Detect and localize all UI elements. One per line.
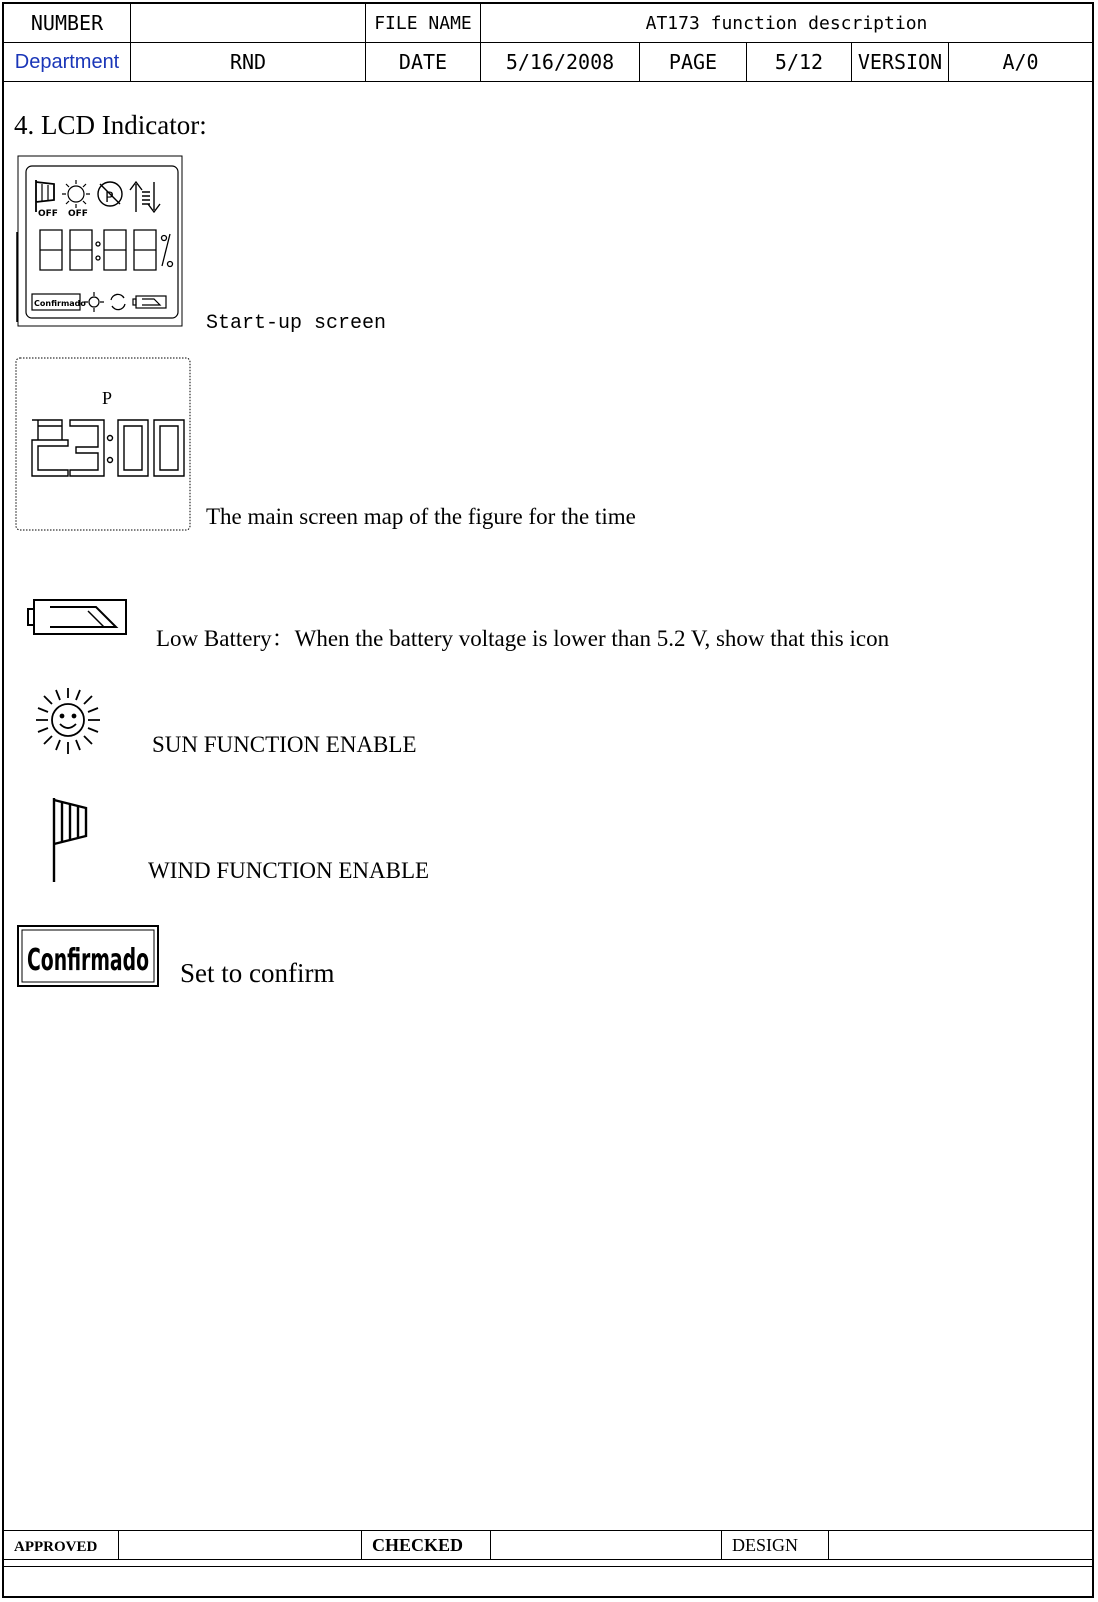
checked-value: [491, 1531, 722, 1560]
date-label: DATE: [366, 43, 481, 82]
footer-bottom-line: [4, 1566, 1092, 1567]
checked-label: CHECKED: [362, 1531, 491, 1560]
header-table: [4, 4, 1092, 82]
section-heading: 4. LCD Indicator:: [14, 110, 207, 140]
sun-icon: [30, 680, 106, 764]
number-label: NUMBER: [4, 4, 131, 43]
approved-label: [4, 1531, 119, 1560]
lcd-main-image: [14, 356, 194, 534]
wind-flag-icon: [48, 794, 88, 886]
lcd-startup-confirm: Confirmado: [34, 299, 86, 308]
footer-table: [4, 1530, 1092, 1560]
sun-function-label: SUN FUNCTION ENABLE: [152, 732, 417, 757]
version-label: VERSION: [852, 43, 949, 82]
confirmado-icon: [16, 924, 162, 996]
set-to-confirm-label: Set to confirm: [180, 958, 335, 988]
department-label: Department: [4, 43, 131, 82]
design-value: [829, 1531, 1093, 1560]
department-value: RND: [131, 43, 366, 82]
page-label: PAGE: [640, 43, 747, 82]
startup-caption: Start-up screen: [206, 312, 387, 335]
lcd-startup-image: [14, 154, 186, 330]
file-name-label: FILE NAME: [366, 4, 481, 43]
number-value: [131, 4, 366, 43]
off-label-2: OFF: [68, 209, 88, 219]
confirmado-icon-label: Confirmado: [27, 943, 149, 978]
file-name-value: AT173 function description: [481, 4, 1093, 43]
low-battery-description: Low Battery：When the battery voltage is lower than 5.2 V, show that this icon: [156, 626, 890, 651]
design-label: DESIGN: [722, 1531, 829, 1560]
main-screen-caption: The main screen map of the figure for the time: [206, 504, 636, 529]
document-page: [2, 2, 1094, 1598]
page-value: 5/12: [747, 43, 852, 82]
version-value: A/0: [949, 43, 1093, 82]
approved-value: [119, 1531, 362, 1560]
wind-function-label: WIND FUNCTION ENABLE: [148, 858, 430, 883]
low-battery-icon: [26, 596, 132, 648]
lcd-startup-p: P: [105, 190, 114, 206]
off-label-1: OFF: [38, 209, 58, 219]
approved-label-text: APPROVED: [14, 1538, 98, 1555]
lcd-main-p: P: [102, 388, 113, 408]
date-value: 5/16/2008: [481, 43, 640, 82]
